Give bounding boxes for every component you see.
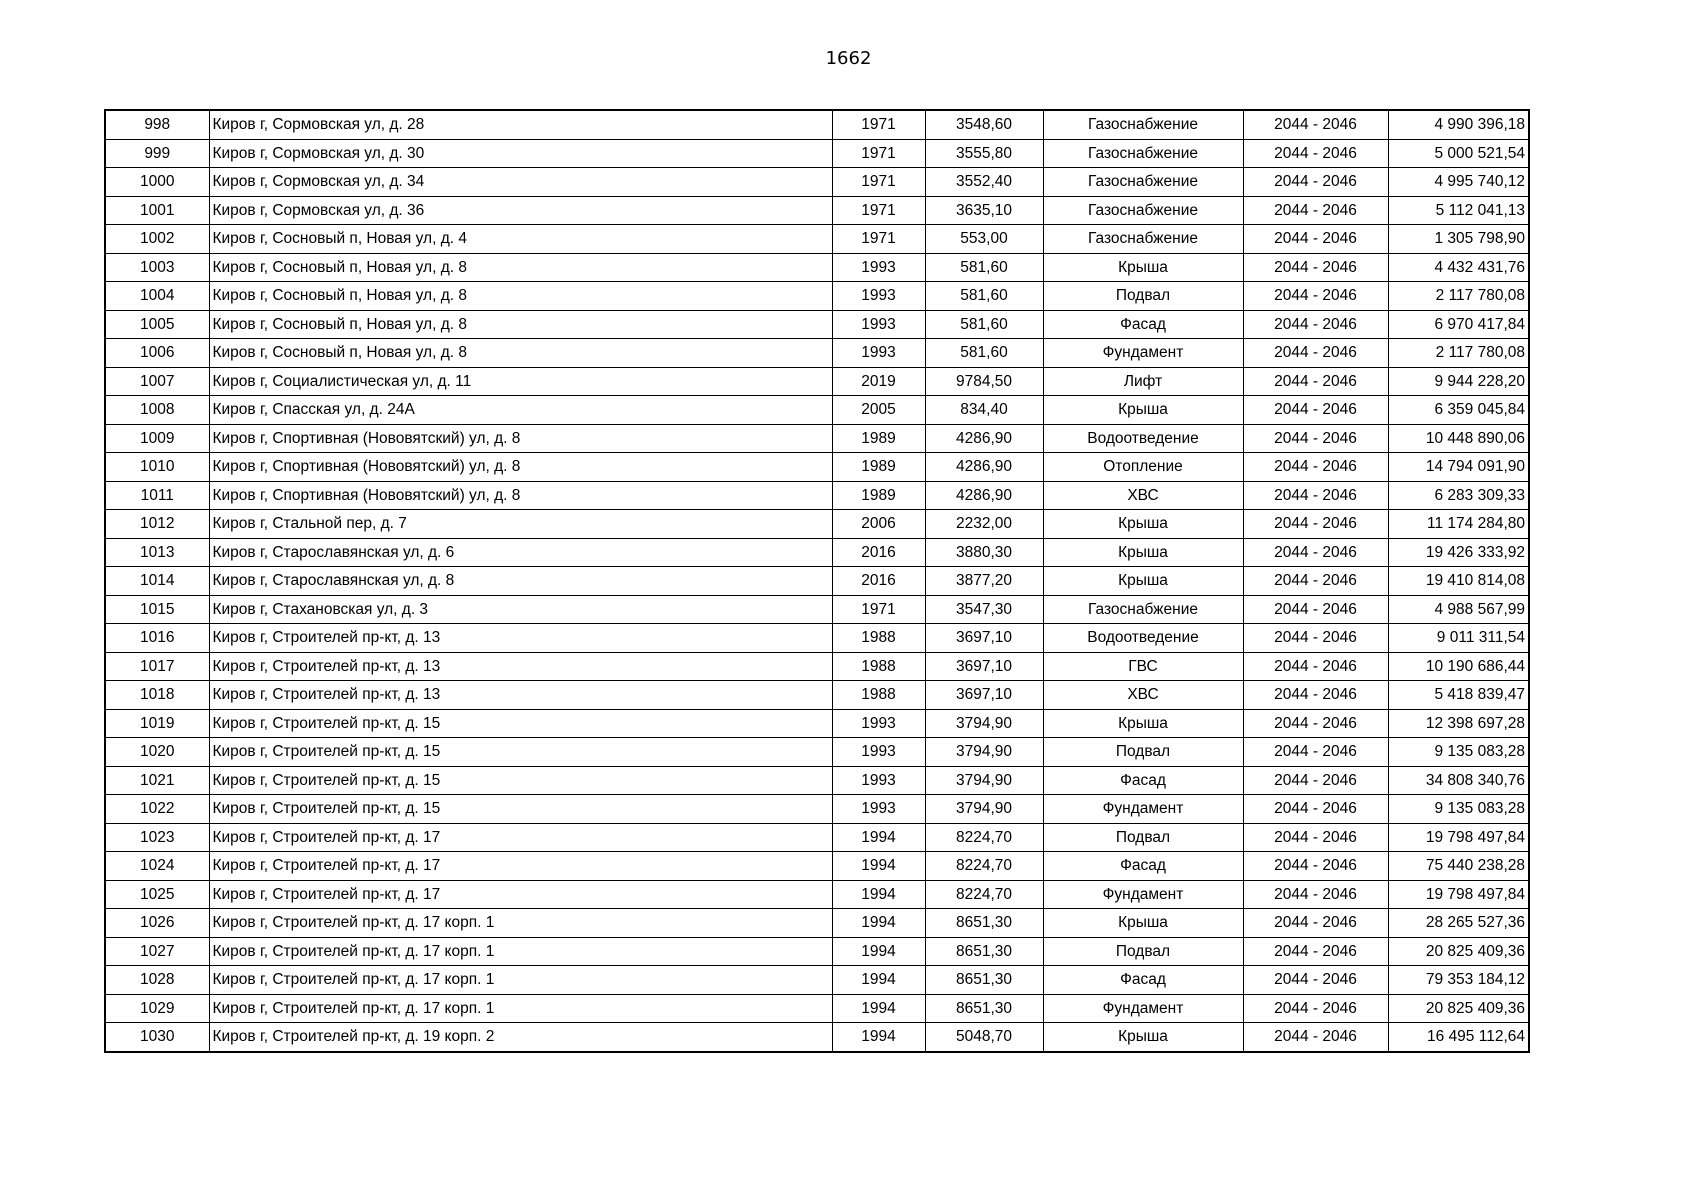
year-built-cell: 2006 <box>832 510 925 539</box>
year-built-cell: 1989 <box>832 481 925 510</box>
period-cell: 2044 - 2046 <box>1243 937 1388 966</box>
table-row <box>105 880 1529 909</box>
period-cell: 2044 - 2046 <box>1243 994 1388 1023</box>
area-cell: 8651,30 <box>925 966 1043 995</box>
year-built-cell: 1971 <box>832 595 925 624</box>
year-built-cell: 1988 <box>832 624 925 653</box>
address-cell: Киров г, Строителей пр-кт, д. 17 <box>209 880 832 909</box>
row-number-cell: 1010 <box>105 453 209 482</box>
row-number-cell: 1003 <box>105 253 209 282</box>
row-number-cell: 1021 <box>105 766 209 795</box>
year-built-cell: 1971 <box>832 168 925 197</box>
cost-cell: 4 988 567,99 <box>1388 595 1529 624</box>
row-number-cell: 1022 <box>105 795 209 824</box>
period-cell: 2044 - 2046 <box>1243 168 1388 197</box>
period-cell: 2044 - 2046 <box>1243 880 1388 909</box>
address-cell: Киров г, Стахановская ул, д. 3 <box>209 595 832 624</box>
area-cell: 8651,30 <box>925 909 1043 938</box>
period-cell: 2044 - 2046 <box>1243 909 1388 938</box>
cost-cell: 5 000 521,54 <box>1388 139 1529 168</box>
address-cell: Киров г, Сормовская ул, д. 28 <box>209 110 832 139</box>
address-cell: Киров г, Социалистическая ул, д. 11 <box>209 367 832 396</box>
address-cell: Киров г, Старославянская ул, д. 6 <box>209 538 832 567</box>
table-row <box>105 396 1529 425</box>
row-number-cell: 1029 <box>105 994 209 1023</box>
period-cell: 2044 - 2046 <box>1243 738 1388 767</box>
address-cell: Киров г, Старославянская ул, д. 8 <box>209 567 832 596</box>
work-type-cell: Фундамент <box>1043 795 1243 824</box>
area-cell: 3877,20 <box>925 567 1043 596</box>
period-cell: 2044 - 2046 <box>1243 367 1388 396</box>
period-cell: 2044 - 2046 <box>1243 424 1388 453</box>
area-cell: 3547,30 <box>925 595 1043 624</box>
address-cell: Киров г, Строителей пр-кт, д. 15 <box>209 795 832 824</box>
cost-cell: 4 990 396,18 <box>1388 110 1529 139</box>
address-cell: Киров г, Спасская ул, д. 24А <box>209 396 832 425</box>
work-type-cell: Отопление <box>1043 453 1243 482</box>
table-row <box>105 168 1529 197</box>
address-cell: Киров г, Строителей пр-кт, д. 17 <box>209 823 832 852</box>
table-body <box>105 110 1529 1052</box>
table-row <box>105 1023 1529 1052</box>
year-built-cell: 1994 <box>832 852 925 881</box>
row-number-cell: 1015 <box>105 595 209 624</box>
work-type-cell: Крыша <box>1043 1023 1243 1052</box>
table-row <box>105 196 1529 225</box>
period-cell: 2044 - 2046 <box>1243 396 1388 425</box>
table-row <box>105 595 1529 624</box>
table-row <box>105 282 1529 311</box>
table-row <box>105 225 1529 254</box>
work-type-cell: Газоснабжение <box>1043 196 1243 225</box>
year-built-cell: 1989 <box>832 424 925 453</box>
cost-cell: 9 135 083,28 <box>1388 738 1529 767</box>
year-built-cell: 1988 <box>832 681 925 710</box>
period-cell: 2044 - 2046 <box>1243 139 1388 168</box>
address-cell: Киров г, Строителей пр-кт, д. 19 корп. 2 <box>209 1023 832 1052</box>
area-cell: 581,60 <box>925 282 1043 311</box>
area-cell: 3555,80 <box>925 139 1043 168</box>
row-number-cell: 1025 <box>105 880 209 909</box>
address-cell: Киров г, Строителей пр-кт, д. 13 <box>209 652 832 681</box>
cost-cell: 4 432 431,76 <box>1388 253 1529 282</box>
table-row <box>105 453 1529 482</box>
period-cell: 2044 - 2046 <box>1243 852 1388 881</box>
table-row <box>105 253 1529 282</box>
period-cell: 2044 - 2046 <box>1243 681 1388 710</box>
table-row <box>105 681 1529 710</box>
address-cell: Киров г, Сормовская ул, д. 30 <box>209 139 832 168</box>
cost-cell: 12 398 697,28 <box>1388 709 1529 738</box>
year-built-cell: 1993 <box>832 738 925 767</box>
row-number-cell: 1023 <box>105 823 209 852</box>
work-type-cell: Крыша <box>1043 538 1243 567</box>
year-built-cell: 1993 <box>832 253 925 282</box>
address-cell: Киров г, Сосновый п, Новая ул, д. 8 <box>209 253 832 282</box>
year-built-cell: 2016 <box>832 538 925 567</box>
table-row <box>105 624 1529 653</box>
cost-cell: 20 825 409,36 <box>1388 937 1529 966</box>
area-cell: 3794,90 <box>925 738 1043 767</box>
year-built-cell: 1971 <box>832 196 925 225</box>
address-cell: Киров г, Сормовская ул, д. 34 <box>209 168 832 197</box>
work-type-cell: Крыша <box>1043 567 1243 596</box>
row-number-cell: 1013 <box>105 538 209 567</box>
address-cell: Киров г, Сосновый п, Новая ул, д. 8 <box>209 339 832 368</box>
work-type-cell: Газоснабжение <box>1043 595 1243 624</box>
address-cell: Киров г, Строителей пр-кт, д. 17 корп. 1 <box>209 937 832 966</box>
period-cell: 2044 - 2046 <box>1243 196 1388 225</box>
address-cell: Киров г, Сормовская ул, д. 36 <box>209 196 832 225</box>
work-type-cell: Крыша <box>1043 510 1243 539</box>
work-type-cell: Фундамент <box>1043 994 1243 1023</box>
period-cell: 2044 - 2046 <box>1243 110 1388 139</box>
cost-cell: 16 495 112,64 <box>1388 1023 1529 1052</box>
area-cell: 8651,30 <box>925 994 1043 1023</box>
table-row <box>105 823 1529 852</box>
row-number-cell: 1014 <box>105 567 209 596</box>
cost-cell: 4 995 740,12 <box>1388 168 1529 197</box>
table-row <box>105 795 1529 824</box>
work-type-cell: Подвал <box>1043 282 1243 311</box>
period-cell: 2044 - 2046 <box>1243 453 1388 482</box>
table-row <box>105 424 1529 453</box>
table-row <box>105 909 1529 938</box>
area-cell: 8651,30 <box>925 937 1043 966</box>
period-cell: 2044 - 2046 <box>1243 510 1388 539</box>
cost-cell: 6 970 417,84 <box>1388 310 1529 339</box>
table-row <box>105 738 1529 767</box>
address-cell: Киров г, Строителей пр-кт, д. 17 корп. 1 <box>209 966 832 995</box>
year-built-cell: 1993 <box>832 766 925 795</box>
address-cell: Киров г, Спортивная (Нововятский) ул, д. 8 <box>209 481 832 510</box>
table-row <box>105 652 1529 681</box>
period-cell: 2044 - 2046 <box>1243 538 1388 567</box>
table-row <box>105 567 1529 596</box>
year-built-cell: 1993 <box>832 339 925 368</box>
area-cell: 9784,50 <box>925 367 1043 396</box>
cost-cell: 28 265 527,36 <box>1388 909 1529 938</box>
table-row <box>105 510 1529 539</box>
work-type-cell: Водоотведение <box>1043 424 1243 453</box>
row-number-cell: 1007 <box>105 367 209 396</box>
year-built-cell: 2005 <box>832 396 925 425</box>
work-type-cell: ХВС <box>1043 681 1243 710</box>
area-cell: 8224,70 <box>925 880 1043 909</box>
page-number: 1662 <box>825 48 872 69</box>
address-cell: Киров г, Сосновый п, Новая ул, д. 4 <box>209 225 832 254</box>
row-number-cell: 998 <box>105 110 209 139</box>
work-type-cell: ХВС <box>1043 481 1243 510</box>
cost-cell: 9 135 083,28 <box>1388 795 1529 824</box>
row-number-cell: 1000 <box>105 168 209 197</box>
cost-cell: 19 410 814,08 <box>1388 567 1529 596</box>
cost-cell: 9 011 311,54 <box>1388 624 1529 653</box>
address-cell: Киров г, Сосновый п, Новая ул, д. 8 <box>209 310 832 339</box>
address-cell: Киров г, Спортивная (Нововятский) ул, д. 8 <box>209 453 832 482</box>
row-number-cell: 1002 <box>105 225 209 254</box>
area-cell: 553,00 <box>925 225 1043 254</box>
row-number-cell: 1019 <box>105 709 209 738</box>
period-cell: 2044 - 2046 <box>1243 795 1388 824</box>
table-row <box>105 766 1529 795</box>
area-cell: 4286,90 <box>925 481 1043 510</box>
table-row <box>105 481 1529 510</box>
period-cell: 2044 - 2046 <box>1243 823 1388 852</box>
row-number-cell: 1016 <box>105 624 209 653</box>
row-number-cell: 1011 <box>105 481 209 510</box>
work-type-cell: Фундамент <box>1043 339 1243 368</box>
area-cell: 3794,90 <box>925 766 1043 795</box>
year-built-cell: 1989 <box>832 453 925 482</box>
year-built-cell: 1993 <box>832 282 925 311</box>
area-cell: 3794,90 <box>925 709 1043 738</box>
area-cell: 581,60 <box>925 339 1043 368</box>
cost-cell: 14 794 091,90 <box>1388 453 1529 482</box>
table-row <box>105 110 1529 139</box>
work-type-cell: Подвал <box>1043 937 1243 966</box>
address-cell: Киров г, Спортивная (Нововятский) ул, д. 8 <box>209 424 832 453</box>
address-cell: Киров г, Стальной пер, д. 7 <box>209 510 832 539</box>
work-type-cell: Крыша <box>1043 709 1243 738</box>
year-built-cell: 1993 <box>832 310 925 339</box>
period-cell: 2044 - 2046 <box>1243 567 1388 596</box>
year-built-cell: 1971 <box>832 110 925 139</box>
area-cell: 3635,10 <box>925 196 1043 225</box>
year-built-cell: 1994 <box>832 823 925 852</box>
row-number-cell: 1028 <box>105 966 209 995</box>
area-cell: 5048,70 <box>925 1023 1043 1052</box>
row-number-cell: 1024 <box>105 852 209 881</box>
period-cell: 2044 - 2046 <box>1243 253 1388 282</box>
work-type-cell: Фасад <box>1043 310 1243 339</box>
period-cell: 2044 - 2046 <box>1243 310 1388 339</box>
cost-cell: 9 944 228,20 <box>1388 367 1529 396</box>
year-built-cell: 1994 <box>832 937 925 966</box>
address-cell: Киров г, Строителей пр-кт, д. 13 <box>209 624 832 653</box>
table-row <box>105 709 1529 738</box>
area-cell: 3697,10 <box>925 652 1043 681</box>
cost-cell: 19 798 497,84 <box>1388 880 1529 909</box>
cost-cell: 2 117 780,08 <box>1388 282 1529 311</box>
work-type-cell: Газоснабжение <box>1043 110 1243 139</box>
row-number-cell: 1009 <box>105 424 209 453</box>
year-built-cell: 1994 <box>832 1023 925 1052</box>
year-built-cell: 2016 <box>832 567 925 596</box>
year-built-cell: 1994 <box>832 909 925 938</box>
row-number-cell: 1018 <box>105 681 209 710</box>
period-cell: 2044 - 2046 <box>1243 624 1388 653</box>
period-cell: 2044 - 2046 <box>1243 966 1388 995</box>
work-type-cell: Фундамент <box>1043 880 1243 909</box>
year-built-cell: 2019 <box>832 367 925 396</box>
year-built-cell: 1993 <box>832 709 925 738</box>
area-cell: 8224,70 <box>925 852 1043 881</box>
period-cell: 2044 - 2046 <box>1243 652 1388 681</box>
area-cell: 2232,00 <box>925 510 1043 539</box>
area-cell: 834,40 <box>925 396 1043 425</box>
area-cell: 3880,30 <box>925 538 1043 567</box>
address-cell: Киров г, Строителей пр-кт, д. 17 корп. 1 <box>209 909 832 938</box>
year-built-cell: 1994 <box>832 966 925 995</box>
period-cell: 2044 - 2046 <box>1243 481 1388 510</box>
cost-cell: 2 117 780,08 <box>1388 339 1529 368</box>
area-cell: 3697,10 <box>925 681 1043 710</box>
row-number-cell: 1004 <box>105 282 209 311</box>
address-cell: Киров г, Сосновый п, Новая ул, д. 8 <box>209 282 832 311</box>
table-row <box>105 966 1529 995</box>
year-built-cell: 1971 <box>832 225 925 254</box>
period-cell: 2044 - 2046 <box>1243 709 1388 738</box>
cost-cell: 1 305 798,90 <box>1388 225 1529 254</box>
row-number-cell: 1012 <box>105 510 209 539</box>
year-built-cell: 1994 <box>832 994 925 1023</box>
period-cell: 2044 - 2046 <box>1243 1023 1388 1052</box>
table-row <box>105 339 1529 368</box>
repair-schedule-table <box>104 109 1530 1053</box>
work-type-cell: Газоснабжение <box>1043 225 1243 254</box>
period-cell: 2044 - 2046 <box>1243 766 1388 795</box>
period-cell: 2044 - 2046 <box>1243 339 1388 368</box>
cost-cell: 19 426 333,92 <box>1388 538 1529 567</box>
work-type-cell: Фасад <box>1043 852 1243 881</box>
cost-cell: 6 359 045,84 <box>1388 396 1529 425</box>
cost-cell: 11 174 284,80 <box>1388 510 1529 539</box>
area-cell: 3794,90 <box>925 795 1043 824</box>
area-cell: 3697,10 <box>925 624 1043 653</box>
cost-cell: 75 440 238,28 <box>1388 852 1529 881</box>
cost-cell: 10 448 890,06 <box>1388 424 1529 453</box>
work-type-cell: ГВС <box>1043 652 1243 681</box>
work-type-cell: Газоснабжение <box>1043 139 1243 168</box>
area-cell: 3552,40 <box>925 168 1043 197</box>
area-cell: 581,60 <box>925 310 1043 339</box>
table-row <box>105 994 1529 1023</box>
cost-cell: 6 283 309,33 <box>1388 481 1529 510</box>
period-cell: 2044 - 2046 <box>1243 282 1388 311</box>
row-number-cell: 1026 <box>105 909 209 938</box>
work-type-cell: Крыша <box>1043 396 1243 425</box>
row-number-cell: 1008 <box>105 396 209 425</box>
work-type-cell: Крыша <box>1043 253 1243 282</box>
row-number-cell: 1001 <box>105 196 209 225</box>
address-cell: Киров г, Строителей пр-кт, д. 15 <box>209 738 832 767</box>
row-number-cell: 1020 <box>105 738 209 767</box>
area-cell: 8224,70 <box>925 823 1043 852</box>
cost-cell: 79 353 184,12 <box>1388 966 1529 995</box>
address-cell: Киров г, Строителей пр-кт, д. 17 корп. 1 <box>209 994 832 1023</box>
period-cell: 2044 - 2046 <box>1243 225 1388 254</box>
cost-cell: 10 190 686,44 <box>1388 652 1529 681</box>
row-number-cell: 1005 <box>105 310 209 339</box>
work-type-cell: Крыша <box>1043 909 1243 938</box>
cost-cell: 19 798 497,84 <box>1388 823 1529 852</box>
address-cell: Киров г, Строителей пр-кт, д. 15 <box>209 709 832 738</box>
cost-cell: 5 418 839,47 <box>1388 681 1529 710</box>
row-number-cell: 1027 <box>105 937 209 966</box>
work-type-cell: Лифт <box>1043 367 1243 396</box>
period-cell: 2044 - 2046 <box>1243 595 1388 624</box>
work-type-cell: Подвал <box>1043 738 1243 767</box>
work-type-cell: Подвал <box>1043 823 1243 852</box>
work-type-cell: Газоснабжение <box>1043 168 1243 197</box>
table-row <box>105 852 1529 881</box>
work-type-cell: Водоотведение <box>1043 624 1243 653</box>
year-built-cell: 1994 <box>832 880 925 909</box>
table-row <box>105 139 1529 168</box>
year-built-cell: 1993 <box>832 795 925 824</box>
table-row <box>105 367 1529 396</box>
area-cell: 4286,90 <box>925 424 1043 453</box>
cost-cell: 20 825 409,36 <box>1388 994 1529 1023</box>
row-number-cell: 1030 <box>105 1023 209 1052</box>
cost-cell: 5 112 041,13 <box>1388 196 1529 225</box>
row-number-cell: 1017 <box>105 652 209 681</box>
area-cell: 4286,90 <box>925 453 1043 482</box>
address-cell: Киров г, Строителей пр-кт, д. 17 <box>209 852 832 881</box>
year-built-cell: 1971 <box>832 139 925 168</box>
year-built-cell: 1988 <box>832 652 925 681</box>
work-type-cell: Фасад <box>1043 766 1243 795</box>
cost-cell: 34 808 340,76 <box>1388 766 1529 795</box>
address-cell: Киров г, Строителей пр-кт, д. 15 <box>209 766 832 795</box>
table-row <box>105 538 1529 567</box>
row-number-cell: 999 <box>105 139 209 168</box>
table-row <box>105 310 1529 339</box>
work-type-cell: Фасад <box>1043 966 1243 995</box>
area-cell: 581,60 <box>925 253 1043 282</box>
area-cell: 3548,60 <box>925 110 1043 139</box>
row-number-cell: 1006 <box>105 339 209 368</box>
address-cell: Киров г, Строителей пр-кт, д. 13 <box>209 681 832 710</box>
table-row <box>105 937 1529 966</box>
